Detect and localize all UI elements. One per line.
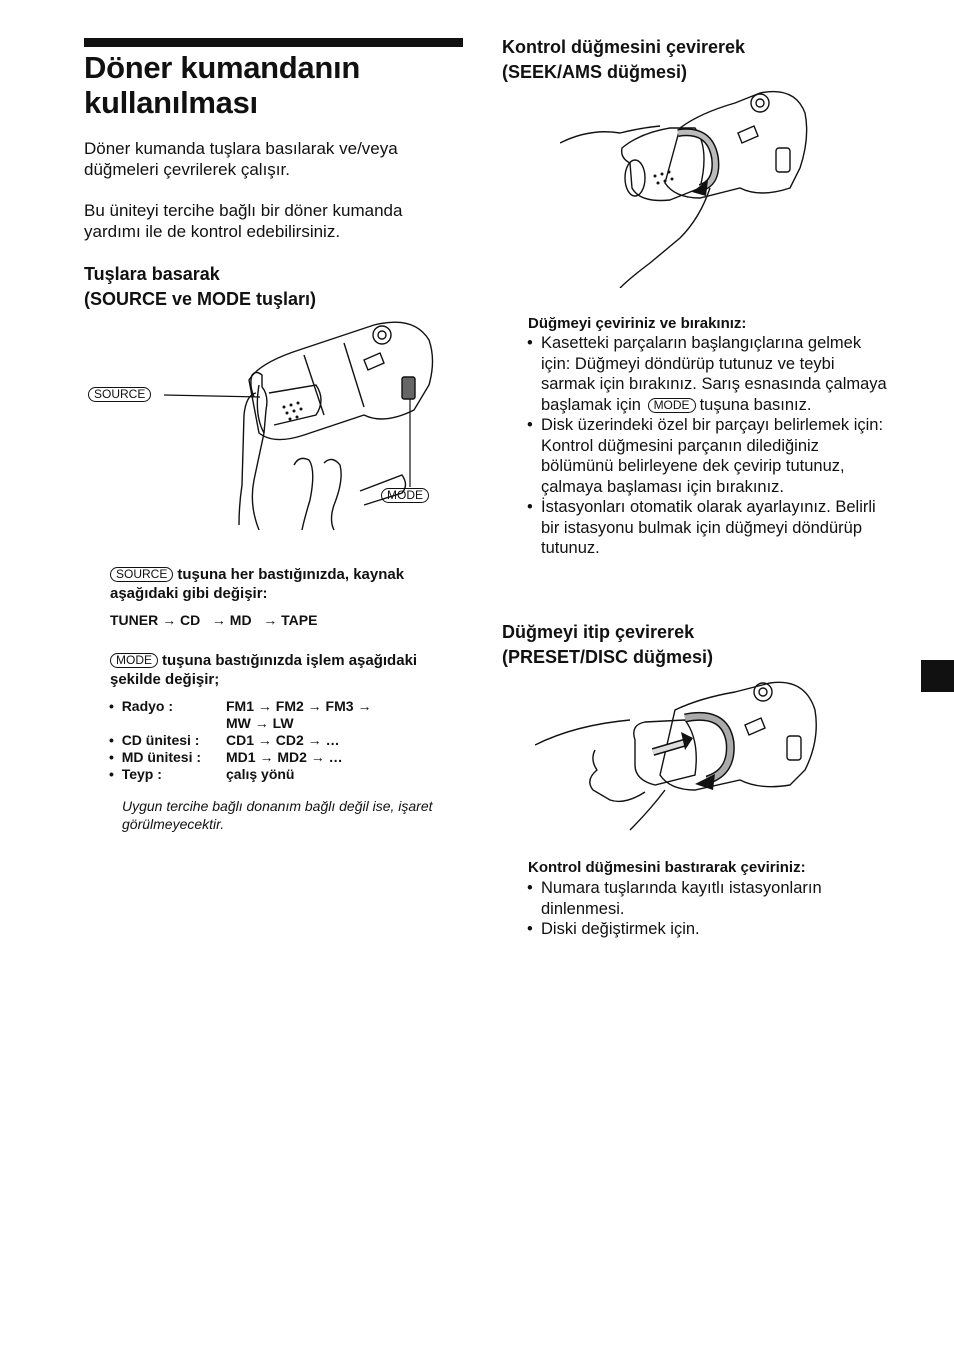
list-item: • Disk üzerindeki özel bir parçayı belirlemek için: Kontrol düğmesini parçanın dilediğiniz bölümünü belirleyene dek çevirip tutunuz, çalmaya başlaması için bırakınız. <box>527 415 887 497</box>
rotary-push-turn-illustration <box>535 680 825 835</box>
list-item: • Kasetteki parçaların başlangıçlarına gelmek için: Düğmeyi döndürüp tutunuz ve teybi sarmak için bırakınız. Sarış esnasında çalmaya başlamak için MODE tuşuna basınız. <box>527 333 887 415</box>
figure-mode-callout: MODE <box>381 487 433 505</box>
list-item: • Teyp : çalış yönü <box>109 766 295 782</box>
section-press-heading: Tuşlara basarak (SOURCE ve MODE tuşları) <box>84 264 317 309</box>
section-seek-heading: Kontrol düğmesini çevirerek (SEEK/AMS düğmesi) <box>502 37 746 82</box>
note-text: Uygun tercihe bağlı donanım bağlı değil ise, işaret görülmeyecektir. <box>122 798 433 832</box>
figure-source-callout: SOURCE <box>88 386 155 404</box>
rotary-turn-illustration <box>560 88 815 288</box>
list-item: • Numara tuşlarında kayıtlı istasyonların dinlenmesi. <box>527 878 867 919</box>
page-edge-tab <box>921 660 954 692</box>
intro-paragraph-2: Bu üniteyi tercihe bağlı bir döner kumanda yardımı ile de kontrol edebilirsiniz. <box>84 201 403 241</box>
list-item: • Radyo : FM1 → FM2 → FM3 → <box>109 698 372 714</box>
mode-instruction: MODE tuşuna bastığınızda işlem aşağıdaki şekilde değişir; <box>110 652 418 688</box>
intro-paragraph-1: Döner kumanda tuşlara basılarak ve/veya düğmeleri çevrilerek çalışır. <box>84 139 398 179</box>
seek-instruction-title: Düğmeyi çeviriniz ve bırakınız: <box>528 315 747 332</box>
seek-bullets <box>527 333 887 559</box>
source-instruction: SOURCE tuşuna her bastığınızda, kaynak aşağıdaki gibi değişir: <box>110 566 405 602</box>
preset-instruction-title: Kontrol düğmesini bastırarak çeviriniz: <box>528 859 806 876</box>
mode-key: MODE <box>110 653 158 668</box>
list-item: • MD ünitesi : MD1 → MD2 → … <box>109 749 343 765</box>
list-item: MW → LW <box>226 715 294 731</box>
preset-bullets <box>527 878 867 940</box>
list-item: • CD ünitesi : CD1 → CD2 → … <box>109 732 340 748</box>
mode-list <box>109 698 449 783</box>
source-key: SOURCE <box>110 567 173 582</box>
mode-key: MODE <box>648 398 696 413</box>
title-rule <box>84 38 463 47</box>
source-sequence: TUNER → CD → MD → TAPE <box>110 612 318 628</box>
page-title: Döner kumandanın kullanılması <box>84 50 360 120</box>
section-preset-heading: Düğmeyi itip çevirerek (PRESET/DISC düğmesi) <box>502 622 714 667</box>
list-item: • Diski değiştirmek için. <box>527 919 867 940</box>
list-item: • İstasyonları otomatik olarak ayarlayınız. Belirli bir istasyonu bulmak için düğmeyi döndürüp tutunuz. <box>527 497 887 559</box>
